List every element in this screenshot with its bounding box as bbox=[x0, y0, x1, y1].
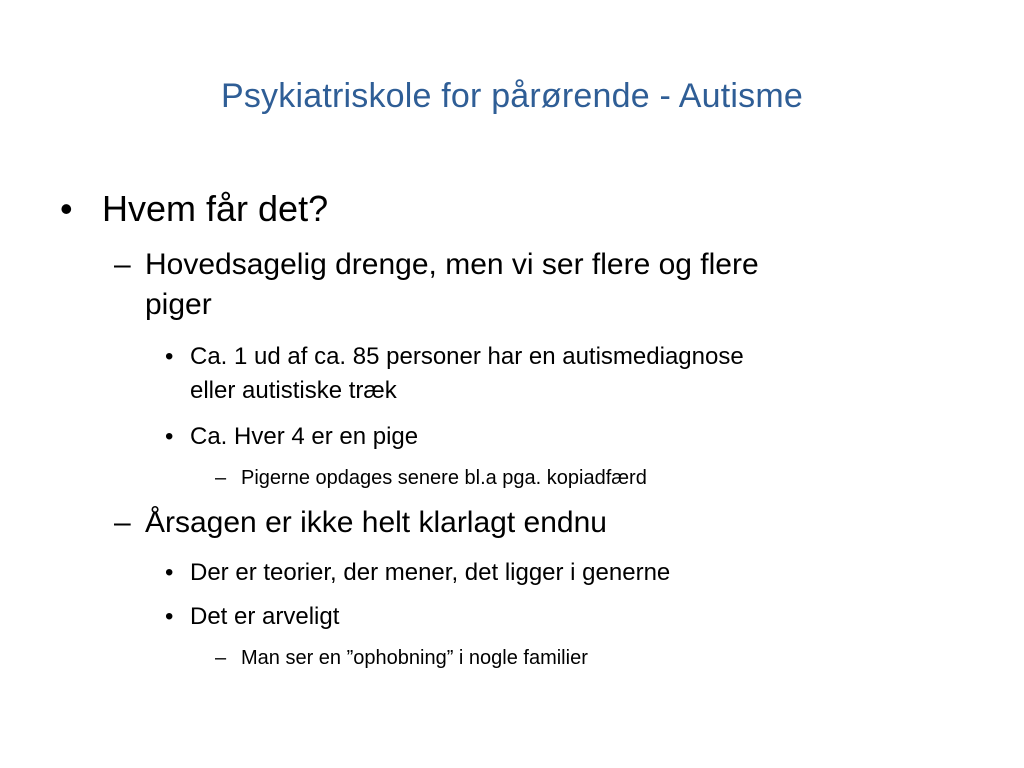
bullet-text: Årsagen er ikke helt klarlagt endnu bbox=[145, 506, 607, 539]
bullet-text: Hovedsagelig drenge, men vi ser flere og flere bbox=[145, 248, 759, 281]
dash-marker: – bbox=[114, 506, 131, 539]
bullet-text-continuation: piger bbox=[145, 288, 212, 321]
bullet-text: Pigerne opdages senere bl.a pga. kopiadfærd bbox=[241, 467, 647, 489]
bullet-text: Hvem får det? bbox=[102, 188, 329, 229]
dash-marker: – bbox=[114, 248, 131, 281]
dash-marker: – bbox=[215, 467, 227, 489]
bullet-text: Der er teorier, der mener, det ligger i generne bbox=[190, 559, 671, 586]
bullet-marker: • bbox=[165, 343, 174, 370]
bullet-text-continuation: eller autistiske træk bbox=[190, 377, 397, 404]
bullet-marker: • bbox=[60, 188, 73, 229]
bullet-marker: • bbox=[165, 559, 174, 586]
bullet-text: Ca. 1 ud af ca. 85 personer har en autismediagnose bbox=[190, 343, 744, 370]
slide-title: Psykiatriskole for pårørende - Autisme bbox=[220, 77, 804, 115]
dash-marker: – bbox=[215, 647, 227, 669]
bullet-text: Ca. Hver 4 er en pige bbox=[190, 423, 419, 450]
bullet-marker: • bbox=[165, 423, 174, 450]
bullet-text: Det er arveligt bbox=[190, 603, 340, 630]
bullet-text: Man ser en ”ophobning” i nogle familier bbox=[241, 647, 588, 669]
bullet-marker: • bbox=[165, 603, 174, 630]
